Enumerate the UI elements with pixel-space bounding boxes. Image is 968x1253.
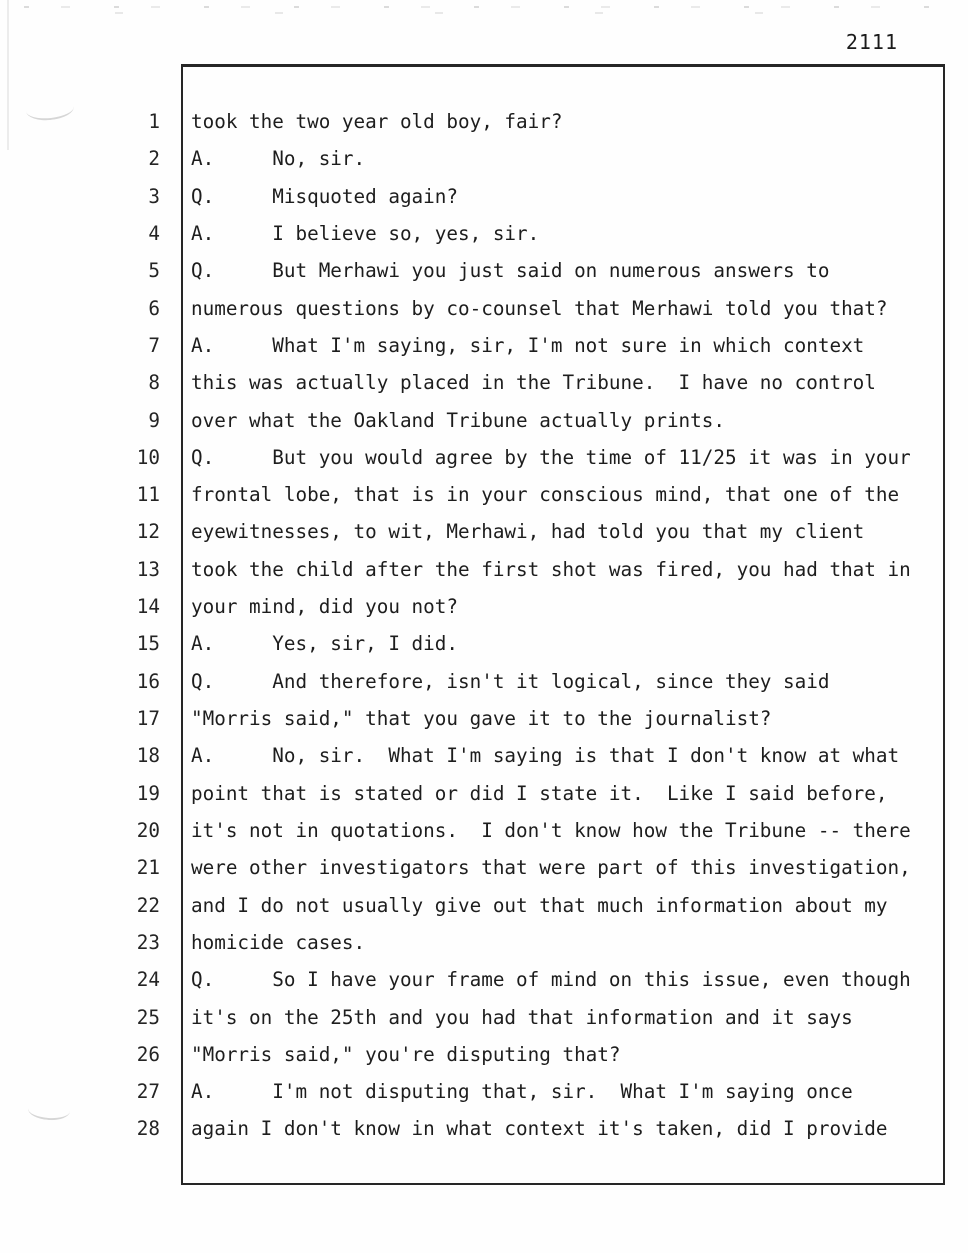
line-text: Q. But you would agree by the time of 11/25 it was in your: [191, 445, 911, 469]
line-number: 10: [136, 445, 160, 469]
line-text: frontal lobe, that is in your conscious mind, that one of the: [191, 483, 900, 507]
line-text: A. What I'm saying, sir, I'm not sure in which context: [191, 333, 865, 357]
scan-artifact: [27, 1099, 70, 1122]
transcript-line: [100, 775, 945, 812]
line-number: 24: [136, 968, 160, 992]
transcript-line: [100, 364, 945, 401]
line-text: it's not in quotations. I don't know how the Tribune -- there: [191, 818, 911, 842]
line-text: over what the Oakland Tribune actually prints.: [191, 408, 725, 432]
line-text: A. I'm not disputing that, sir. What I'm saying once: [191, 1080, 853, 1104]
line-number: 4: [148, 221, 160, 245]
line-text: were other investigators that were part of this investigation,: [191, 856, 911, 880]
line-text: again I don't know in what context it's taken, did I provide: [191, 1117, 888, 1141]
line-text: took the child after the first shot was fired, you had that in: [191, 557, 911, 581]
transcript-line: [100, 588, 945, 625]
transcript-line: [100, 700, 945, 737]
transcript-line: [100, 140, 945, 177]
line-text: Q. So I have your frame of mind on this issue, even though: [191, 968, 911, 992]
line-number: 25: [136, 1005, 160, 1029]
transcript-line: [100, 439, 945, 476]
line-number: 21: [136, 856, 160, 880]
line-text: and I do not usually give out that much information about my: [191, 893, 888, 917]
line-number: 1: [148, 110, 160, 133]
page-number: 2111: [845, 30, 898, 54]
transcript-line: [100, 625, 945, 662]
line-number: 27: [136, 1080, 160, 1104]
line-number: 18: [136, 744, 160, 768]
transcript-line: [100, 551, 945, 588]
transcript-line: [100, 737, 945, 774]
transcript-line: [100, 1073, 945, 1110]
line-number: 13: [136, 557, 160, 581]
scan-artifact: [60, 12, 880, 14]
scan-artifact: [24, 6, 954, 8]
transcript-line: [100, 812, 945, 849]
line-number: 26: [136, 1042, 160, 1066]
line-number: 5: [148, 259, 160, 283]
line-text: Q. Misquoted again?: [191, 184, 458, 208]
scan-artifact: [25, 96, 75, 123]
transcript-line: [100, 961, 945, 998]
line-text: Q. And therefore, isn't it logical, since they said: [191, 669, 830, 693]
transcript-line: [100, 252, 945, 289]
scan-artifact: [7, 0, 9, 150]
line-text: "Morris said," that you gave it to the journalist?: [191, 707, 772, 730]
line-number: 12: [136, 520, 160, 544]
transcript-line: [100, 887, 945, 924]
line-number: 22: [136, 893, 160, 917]
transcript-line: [100, 178, 945, 215]
line-text: A. No, sir.: [191, 147, 366, 171]
line-number: 20: [136, 818, 160, 842]
transcript-line: [100, 513, 945, 550]
line-number: 17: [136, 707, 160, 730]
transcript-line: [100, 663, 945, 700]
transcript-line: [100, 1036, 945, 1073]
line-text: A. No, sir. What I'm saying is that I don't know at what: [191, 744, 900, 768]
line-number: 8: [148, 371, 160, 395]
line-number: 14: [136, 595, 160, 619]
line-number: 3: [148, 184, 160, 208]
line-text: took the two year old boy, fair?: [191, 110, 563, 133]
line-number: 7: [148, 333, 160, 357]
line-text: homicide cases.: [191, 930, 366, 954]
line-number: 9: [148, 408, 160, 432]
line-number: 2: [148, 147, 160, 171]
line-number: 6: [148, 296, 160, 320]
line-number: 19: [136, 781, 160, 805]
line-number: 11: [136, 483, 160, 507]
transcript-line: [100, 402, 945, 439]
line-number: 16: [136, 669, 160, 693]
line-text: "Morris said," you're disputing that?: [191, 1042, 621, 1066]
line-text: A. I believe so, yes, sir.: [191, 221, 540, 245]
line-text: this was actually placed in the Tribune. I have no control: [191, 371, 876, 395]
line-text: A. Yes, sir, I did.: [191, 632, 458, 656]
transcript-line: [100, 924, 945, 961]
transcript-line: [100, 103, 945, 140]
line-number: 15: [136, 632, 160, 656]
transcript-line: [100, 290, 945, 327]
transcript-line: [100, 849, 945, 886]
transcript-line: [100, 215, 945, 252]
line-text: numerous questions by co-counsel that Merhawi told you that?: [191, 296, 888, 320]
line-number: 28: [136, 1117, 160, 1141]
transcript-line: [100, 999, 945, 1036]
line-number: 23: [136, 930, 160, 954]
line-text: Q. But Merhawi you just said on numerous answers to: [191, 259, 830, 283]
transcript-lines: [100, 103, 945, 1148]
line-text: it's on the 25th and you had that information and it says: [191, 1005, 853, 1029]
transcript-line: [100, 1110, 945, 1147]
line-text: eyewitnesses, to wit, Merhawi, had told you that my client: [191, 520, 865, 544]
transcript-line: [100, 327, 945, 364]
line-text: point that is stated or did I state it. Like I said before,: [191, 781, 888, 805]
line-text: your mind, did you not?: [191, 595, 458, 619]
transcript-line: [100, 476, 945, 513]
